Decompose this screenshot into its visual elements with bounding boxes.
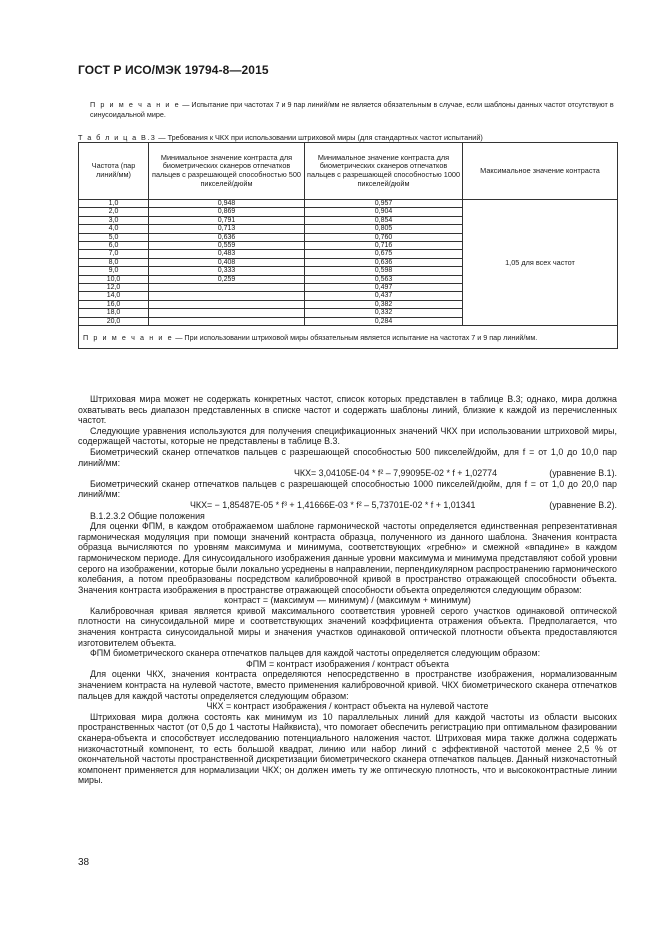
paragraph: Биометрический сканер отпечатков пальцев с разрешающей способностью 500 пикселей/дюйм, для f = от 1,0 до 10,0 пар линий/мм: <box>78 446 617 468</box>
document-header-title: ГОСТ Р ИСО/МЭК 19794-8—2015 <box>78 63 269 77</box>
cell-min-500: 0,869 <box>149 208 305 216</box>
cell-min-1000: 0,716 <box>305 242 463 250</box>
cell-frequency: 5,0 <box>79 233 149 241</box>
cell-frequency: 2,0 <box>79 208 149 216</box>
equation-b1-reference: (уравнение В.1). <box>549 468 617 479</box>
cell-min-500: 0,791 <box>149 216 305 224</box>
cell-min-1000: 0,497 <box>305 284 463 292</box>
cell-min-1000: 0,675 <box>305 250 463 258</box>
cell-min-1000: 0,437 <box>305 292 463 300</box>
cell-frequency: 7,0 <box>79 250 149 258</box>
mtf-requirements-table <box>78 142 618 349</box>
paragraph: Штриховая мира должна состоять как минимум из 10 параллельных линий для каждой частоты из области высоких пространственных частот (от 0,5 до 1 частоты Найквиста), что помогает обеспечить регистрацию при оптимальном фазировании сканера-объекта и способствует исследованию потенциального наложения частот. Штриховая мира также должна содержать низкочастотный компонент, то есть большой квадрат, линию или набор линий с эффективной частотой менее 2,5 % от окончательной частоты пространственной дискретизации биометрического сканера отпечатков пальцев. Данный низкочастотный компонент применяется для нормализации ЧКХ; он должен иметь ту же оптическую плотность, что и высококонтрастные линии миры. <box>78 711 617 786</box>
cell-min-1000: 0,854 <box>305 216 463 224</box>
table-row <box>79 200 618 208</box>
top-note-lead: П р и м е ч а н и е <box>90 100 181 109</box>
equation-mtf: ФПМ = контраст изображения / контраст объекта <box>246 658 449 669</box>
paragraph: ФПМ биометрического сканера отпечатков пальцев для каждой частоты определяется следующим образом: <box>90 648 541 659</box>
equation-contrast: контраст = (максимум — минимум) / (максимум + минимум) <box>224 595 471 606</box>
paragraph: Биометрический сканер отпечатков пальцев с разрешающей способностью 1000 пикселей/дюйм, для f = от 1,0 до 20,0 пар линий/мм: <box>78 478 617 500</box>
top-note <box>90 100 615 120</box>
paragraph: Для оценки ЧКХ, значения контраста определяются непосредственно в пространстве изображения, нормализованным значением контраста на нулевой частоте, вместо применения калибровочной кривой. ЧКХ биометрического сканера отпечатков пальцев для каждой частоты определяется следующим образом: <box>78 669 617 701</box>
cell-min-1000: 0,805 <box>305 225 463 233</box>
cell-frequency: 8,0 <box>79 258 149 266</box>
table-note-text: — При использовании штриховой миры обязательным является испытание на частотах 7 и 9 пар линий/мм. <box>173 332 538 342</box>
cell-min-500: 0,713 <box>149 225 305 233</box>
equation-b2-expression: ЧКХ= − 1,85487E-05 * f³ + 1,41666E-03 * f² – 5,73701E-02 * f + 1,01341 <box>190 499 476 510</box>
table-note-lead: П р и м е ч а н и е <box>83 332 174 342</box>
cell-min-500 <box>149 309 305 317</box>
paragraph: Для оценки ФПМ, в каждом отображаемом шаблоне гармонической частоты определяется единственная репрезентативная гармоническая модуляция при помощи значений контраста образца, полученного из данного шаблона. Значения контраста образца вычисляются по уровням максимума и минимума, соответствующих «гребню» и смежной «впадине» в каждом гармоническом периоде. Для синусоидального изображения данные уровни максимума и минимума представляют собой уровни серого на изображении, которые были локально усреднены в направлении, перпендикулярном распространению гармонического колебания, а потом преобразованы посредством калибровочной кривой в пространство отражающей способности объекта. Значения контраста изображения в пространстве отражающей способности объекта определяются следующим образом: <box>78 521 617 595</box>
cell-frequency: 14,0 <box>79 292 149 300</box>
cell-frequency: 9,0 <box>79 267 149 275</box>
cell-min-1000: 0,760 <box>305 233 463 241</box>
col-header-max: Максимальное значение контраста <box>463 143 618 200</box>
cell-frequency: 16,0 <box>79 300 149 308</box>
cell-min-500: 0,408 <box>149 258 305 266</box>
cell-min-500 <box>149 300 305 308</box>
table-note-row <box>79 326 618 349</box>
cell-min-500: 0,333 <box>149 267 305 275</box>
cell-min-1000: 0,957 <box>305 200 463 208</box>
cell-min-1000: 0,636 <box>305 258 463 266</box>
cell-min-500 <box>149 284 305 292</box>
paragraph: Следующие уравнения используются для получения спецификационных значений ЧКХ при использовании штриховой миры, содержащей частоты, которые не представлены в таблице В.3. <box>78 425 617 447</box>
cell-min-1000: 0,904 <box>305 208 463 216</box>
cell-frequency: 10,0 <box>79 275 149 283</box>
equation-b1-expression: ЧКХ= 3,04105E-04 * f² – 7,99095E-02 * f + 1,02774 <box>294 468 498 479</box>
cell-min-1000: 0,598 <box>305 267 463 275</box>
cell-frequency: 4,0 <box>79 225 149 233</box>
equation-ctf: ЧКХ = контраст изображения / контраст объекта на нулевой частоте <box>206 701 489 712</box>
cell-min-500: 0,559 <box>149 242 305 250</box>
cell-frequency: 1,0 <box>79 200 149 208</box>
cell-min-500: 0,636 <box>149 233 305 241</box>
col-header-frequency: Частота (пар линий/мм) <box>79 143 149 200</box>
table-caption <box>78 133 483 142</box>
col-header-min-1000: Минимальное значение контраста для биометрических сканеров отпечатков пальцев с разрешающей способностью 1000 пикселей/дюйм <box>305 143 463 200</box>
cell-frequency: 12,0 <box>79 284 149 292</box>
cell-min-500 <box>149 292 305 300</box>
paragraph: Калибровочная кривая является кривой максимального соответствия уровней серого участков одинаковой оптической плотности на синусоидальной мире и соответствующих значений коэффициента отражения объекта. Предполагается, что значения контраста синусоидальной миры и значения участков одинаковой оптической плотности объекта предоставляются изготовителем объекта. <box>78 605 617 648</box>
body-text <box>78 394 617 786</box>
equation-b2 <box>78 500 617 511</box>
table-note <box>79 326 618 349</box>
cell-max-contrast: 1,05 для всех частот <box>463 200 618 326</box>
cell-frequency: 20,0 <box>79 317 149 325</box>
table-caption-lead: Т а б л и ц а В.3 <box>78 133 157 142</box>
cell-min-1000: 0,563 <box>305 275 463 283</box>
cell-frequency: 6,0 <box>79 242 149 250</box>
equation-b1 <box>78 468 617 479</box>
cell-frequency: 18,0 <box>79 309 149 317</box>
col-header-min-500: Минимальное значение контраста для биометрических сканеров отпечатков пальцев с разрешающей способностью 500 пикселей/дюйм <box>149 143 305 200</box>
cell-min-500: 0,483 <box>149 250 305 258</box>
page-number: 38 <box>78 857 90 868</box>
top-note-text: — Испытание при частотах 7 и 9 пар линий/мм не является обязательным в случае, если шаблоны данных частот отсутствуют в синусоидальной мире. <box>90 100 614 119</box>
paragraph: Штриховая мира может не содержать конкретных частот, список которых представлен в таблице В.3; однако, мира должна охватывать весь диапазон представленных в списке частот и содержать шаблоны линий, близкие к каждой из перечисленных частот. <box>78 394 617 426</box>
cell-min-1000: 0,284 <box>305 317 463 325</box>
cell-min-1000: 0,332 <box>305 309 463 317</box>
section-heading: В.1.2.3.2 Общие положения <box>90 510 205 521</box>
cell-min-1000: 0,382 <box>305 300 463 308</box>
cell-min-500 <box>149 317 305 325</box>
cell-min-500: 0,259 <box>149 275 305 283</box>
equation-b2-reference: (уравнение В.2). <box>549 499 617 510</box>
cell-frequency: 3,0 <box>79 216 149 224</box>
table-header-row <box>79 143 618 200</box>
table-caption-text: — Требования к ЧКХ при использовании штриховой миры (для стандартных частот испытаний) <box>156 133 483 142</box>
cell-min-500: 0,948 <box>149 200 305 208</box>
